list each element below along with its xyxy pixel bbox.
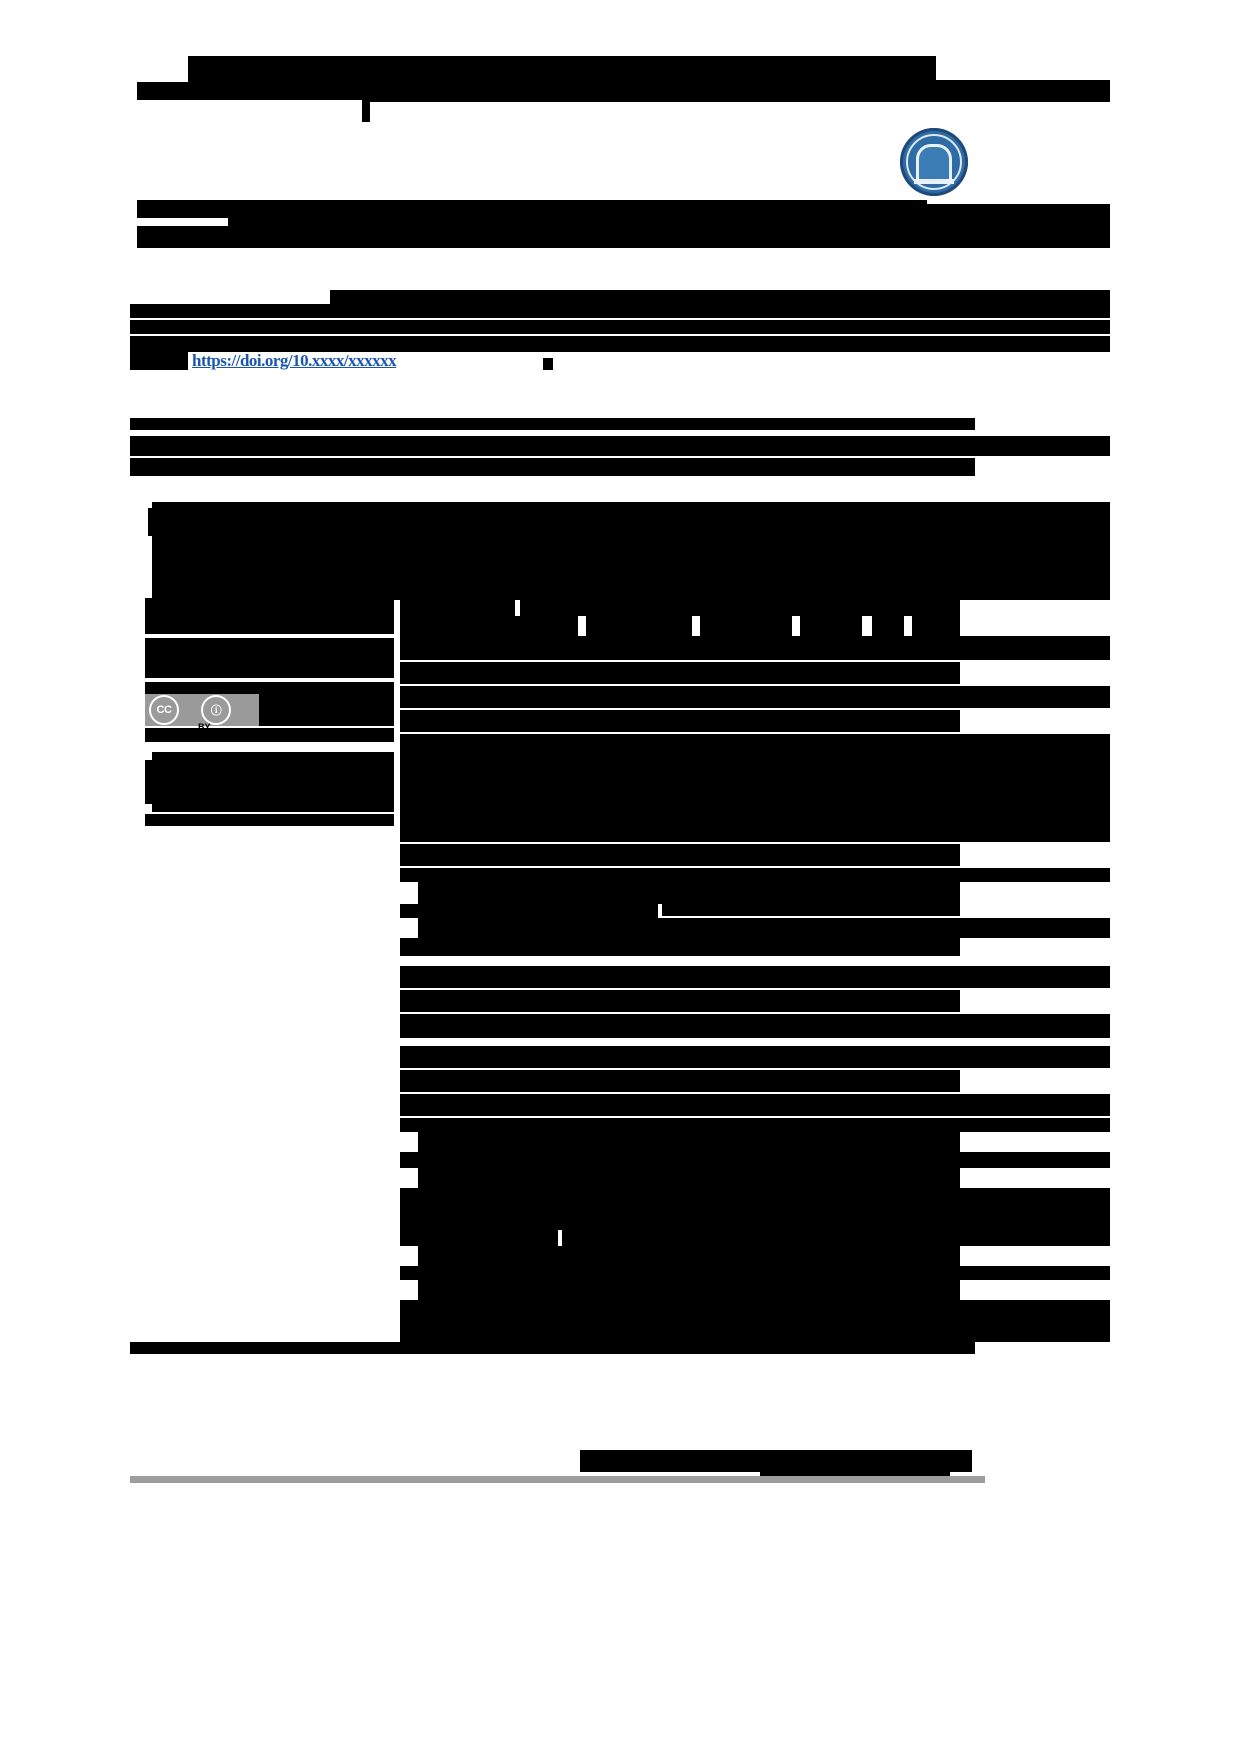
- abstract-heading: [130, 418, 975, 430]
- meta-line-2: [130, 304, 1110, 318]
- column-right-row-20: [400, 1118, 1110, 1132]
- column-right-row-29: [400, 1300, 1110, 1342]
- column-right-row-1b: [520, 598, 960, 616]
- column-right-row-15: [400, 990, 960, 1012]
- column-left-block-1: [145, 598, 394, 634]
- column-right-row-2f: [912, 616, 960, 636]
- meta-line-3: [130, 320, 1110, 334]
- footer-rule: [130, 1476, 985, 1483]
- column-right-row-8: [400, 844, 960, 866]
- column-left-block-3: [145, 682, 394, 694]
- column-right-row-5: [400, 686, 1110, 708]
- header-rule-right: [985, 86, 1110, 93]
- column-right-row-11b: [662, 904, 960, 916]
- column-right-row-12: [418, 918, 1110, 938]
- column-right-row-3: [400, 636, 1110, 660]
- body-block-top-notch: [148, 508, 160, 536]
- column-left-block-6: [152, 752, 394, 812]
- authors-line-1-right: [925, 204, 1110, 214]
- column-right-row-16: [400, 1014, 1110, 1038]
- column-right-row-28: [418, 1280, 960, 1300]
- footer-text-block: [580, 1450, 972, 1472]
- column-right-row-14: [400, 966, 1110, 988]
- column-right-row-2: [400, 616, 578, 636]
- affiliation-line-1: [137, 226, 1110, 248]
- cc-by-person-icon: ⓘ: [201, 695, 231, 725]
- abstract-line-2: [130, 458, 975, 476]
- title-line-1-tail: [137, 82, 365, 100]
- column-right-row-4: [400, 662, 960, 684]
- column-right-row-2b: [586, 616, 692, 636]
- column-right-row-7: [400, 734, 1110, 842]
- column-left-block-6-notch: [145, 760, 159, 804]
- column-left-block-2: [145, 638, 394, 678]
- doi-trailing-mark: [543, 358, 553, 370]
- column-right-row-6: [400, 710, 960, 732]
- column-right-row-9: [400, 868, 1110, 882]
- column-right-row-23: [418, 1168, 960, 1188]
- title-line-1: [188, 56, 936, 82]
- doi-link[interactable]: https://doi.org/10.xxxx/xxxxxx: [192, 351, 397, 370]
- column-right-row-2e: [872, 616, 904, 636]
- column-right-row-26: [418, 1246, 960, 1266]
- column-right-row-10: [418, 882, 960, 904]
- column-right-row-22: [400, 1152, 1110, 1168]
- column-right-row-25: [400, 1230, 558, 1246]
- cc-icon: CC: [149, 695, 179, 725]
- doi-label: [130, 352, 188, 370]
- body-block-top: [152, 502, 1110, 600]
- column-right-row-21: [418, 1132, 960, 1152]
- abstract-line-1: [130, 436, 1110, 456]
- column-right-row-30: [130, 1342, 975, 1354]
- column-right-row-17: [400, 1046, 1110, 1068]
- column-left-block-5: [145, 728, 394, 742]
- column-right-row-2c: [700, 616, 792, 636]
- cc-by-label: BY: [198, 722, 211, 732]
- column-right-row-11: [400, 904, 658, 918]
- meta-line-4: [130, 336, 1110, 352]
- column-right-row-19: [400, 1094, 1110, 1116]
- column-right-row-18: [400, 1070, 960, 1092]
- column-right-row-25b: [562, 1230, 1110, 1246]
- column-right-row-24: [400, 1188, 1110, 1230]
- column-right-row-13: [400, 938, 960, 956]
- column-left-block-7: [145, 814, 394, 826]
- column-right-row-27: [400, 1266, 1110, 1280]
- title-line-3: [362, 100, 370, 122]
- journal-seal-icon: [900, 128, 968, 196]
- column-left-block-4: [258, 694, 394, 726]
- column-right-row-1: [400, 598, 515, 616]
- column-right-row-2d: [800, 616, 862, 636]
